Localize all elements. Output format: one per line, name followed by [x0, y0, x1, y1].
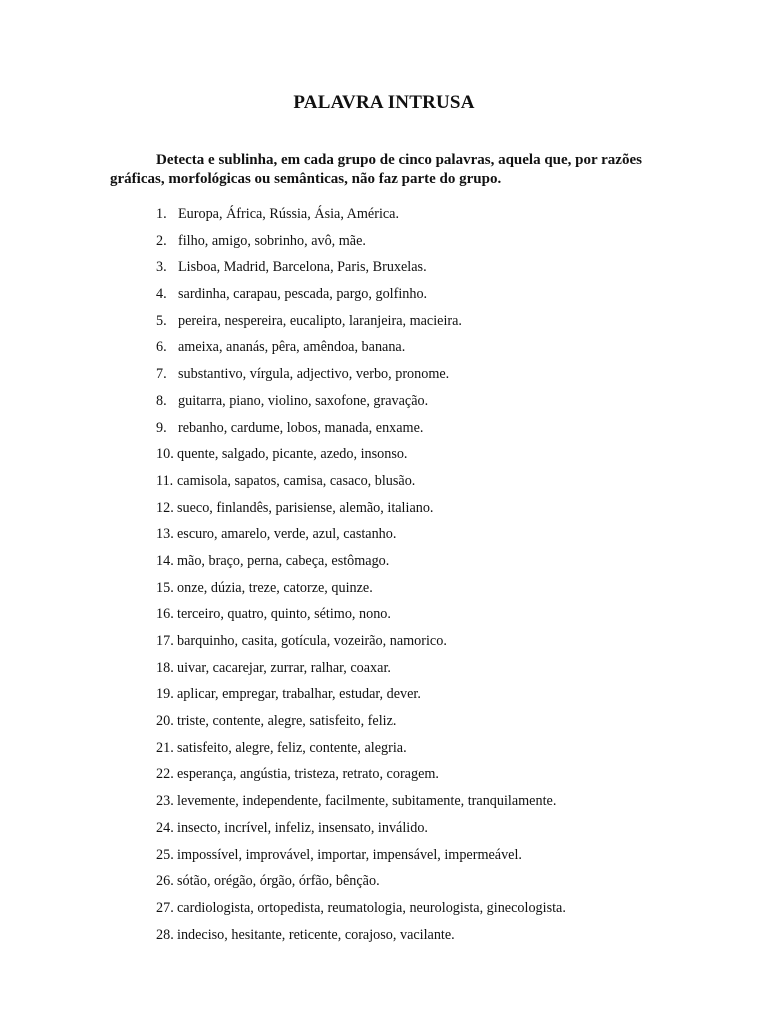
item-words: sardinha, carapau, pescada, pargo, golfinho. [178, 286, 428, 303]
item-number: 27. [156, 899, 174, 916]
item-words: uivar, cacarejar, zurrar, ralhar, coaxar. [177, 659, 391, 676]
item-words: Europa, África, Rússia, Ásia, América. [178, 206, 400, 222]
item-words: sueco, finlandês, parisiense, alemão, italiano. [177, 499, 434, 516]
item-words: levemente, independente, facilmente, subitamente, tranquilamente. [177, 793, 557, 810]
list-item [156, 391, 566, 418]
item-number: 20. [156, 713, 174, 730]
item-number: 21. [156, 739, 174, 756]
list-item [156, 498, 566, 525]
item-words: aplicar, empregar, trabalhar, estudar, dever. [177, 686, 421, 703]
item-words: sótão, orégão, órgão, órfão, bênção. [177, 873, 380, 890]
word-group-list [156, 204, 566, 951]
item-number: 7. [156, 366, 167, 383]
item-number: 18. [156, 659, 174, 676]
list-item [156, 684, 566, 711]
item-number: 19. [156, 686, 174, 703]
list-item [156, 738, 566, 765]
item-words: escuro, amarelo, verde, azul, castanho. [177, 526, 397, 543]
item-number: 26. [156, 873, 174, 890]
item-number: 4. [156, 286, 167, 303]
list-item [156, 418, 566, 445]
list-item [156, 818, 566, 845]
item-number: 25. [156, 846, 174, 863]
item-words: camisola, sapatos, camisa, casaco, blusão. [177, 472, 416, 489]
list-item [156, 524, 566, 551]
item-words: onze, dúzia, treze, catorze, quinze. [177, 579, 373, 596]
item-words: pereira, nespereira, eucalipto, laranjeira, macieira. [178, 312, 462, 329]
item-number: 1. [156, 206, 167, 222]
item-number: 2. [156, 232, 167, 249]
item-words: satisfeito, alegre, feliz, contente, alegria. [177, 739, 407, 756]
list-item [156, 845, 566, 872]
item-number: 15. [156, 579, 174, 596]
item-words: triste, contente, alegre, satisfeito, feliz. [177, 713, 397, 730]
list-item [156, 551, 566, 578]
list-item [156, 444, 566, 471]
item-words: cardiologista, ortopedista, reumatologia, neurologista, ginecologista. [177, 899, 566, 916]
item-words: insecto, incrível, infeliz, insensato, inválido. [177, 819, 428, 836]
item-number: 17. [156, 633, 174, 649]
item-number: 13. [156, 526, 174, 543]
list-item [156, 284, 566, 311]
list-item [156, 898, 566, 925]
list-item [156, 204, 566, 231]
list-item [156, 364, 566, 391]
item-number: 14. [156, 552, 174, 569]
item-words: terceiro, quatro, quinto, sétimo, nono. [177, 606, 391, 623]
item-words: esperança, angústia, tristeza, retrato, coragem. [177, 766, 439, 783]
item-words: rebanho, cardume, lobos, manada, enxame. [178, 419, 424, 436]
item-words: quente, salgado, picante, azedo, insonso. [177, 446, 408, 463]
item-words: mão, braço, perna, cabeça, estômago. [177, 552, 390, 569]
item-number: 10. [156, 446, 174, 463]
list-item [156, 604, 566, 631]
item-words: guitarra, piano, violino, saxofone, gravação. [178, 392, 429, 409]
list-item [156, 631, 566, 658]
item-words: substantivo, vírgula, adjectivo, verbo, pronome. [178, 366, 450, 383]
item-number: 23. [156, 793, 174, 810]
item-number: 5. [156, 312, 167, 329]
item-number: 16. [156, 606, 174, 623]
list-item [156, 231, 566, 258]
list-item [156, 925, 566, 952]
item-words: impossível, improvável, importar, impensável, impermeável. [177, 846, 522, 863]
item-number: 9. [156, 419, 167, 436]
item-words: filho, amigo, sobrinho, avô, mãe. [178, 232, 366, 249]
item-number: 12. [156, 499, 174, 516]
list-item [156, 311, 566, 338]
list-item [156, 337, 566, 364]
list-item [156, 658, 566, 685]
item-number: 24. [156, 819, 174, 836]
list-item [156, 791, 566, 818]
item-number: 3. [156, 259, 167, 276]
instructions-paragraph: Detecta e sublinha, em cada grupo de cinco palavras, aquela que, por razões gráficas, morfológicas ou semânticas, não faz parte do grupo. [110, 152, 642, 187]
list-item [156, 578, 566, 605]
item-number: 8. [156, 392, 167, 409]
item-number: 6. [156, 339, 167, 356]
page-title: PALAVRA INTRUSA [293, 92, 475, 113]
list-item [156, 471, 566, 498]
item-words: Lisboa, Madrid, Barcelona, Paris, Bruxelas. [178, 259, 427, 276]
item-number: 11. [156, 472, 174, 489]
list-item [156, 257, 566, 284]
item-words: ameixa, ananás, pêra, amêndoa, banana. [178, 339, 406, 356]
list-item [156, 764, 566, 791]
item-number: 22. [156, 766, 174, 783]
item-words: indeciso, hesitante, reticente, corajoso, vacilante. [177, 926, 455, 943]
item-number: 28. [156, 926, 174, 943]
list-item [156, 871, 566, 898]
item-words: barquinho, casita, gotícula, vozeirão, namorico. [177, 633, 447, 649]
list-item [156, 711, 566, 738]
